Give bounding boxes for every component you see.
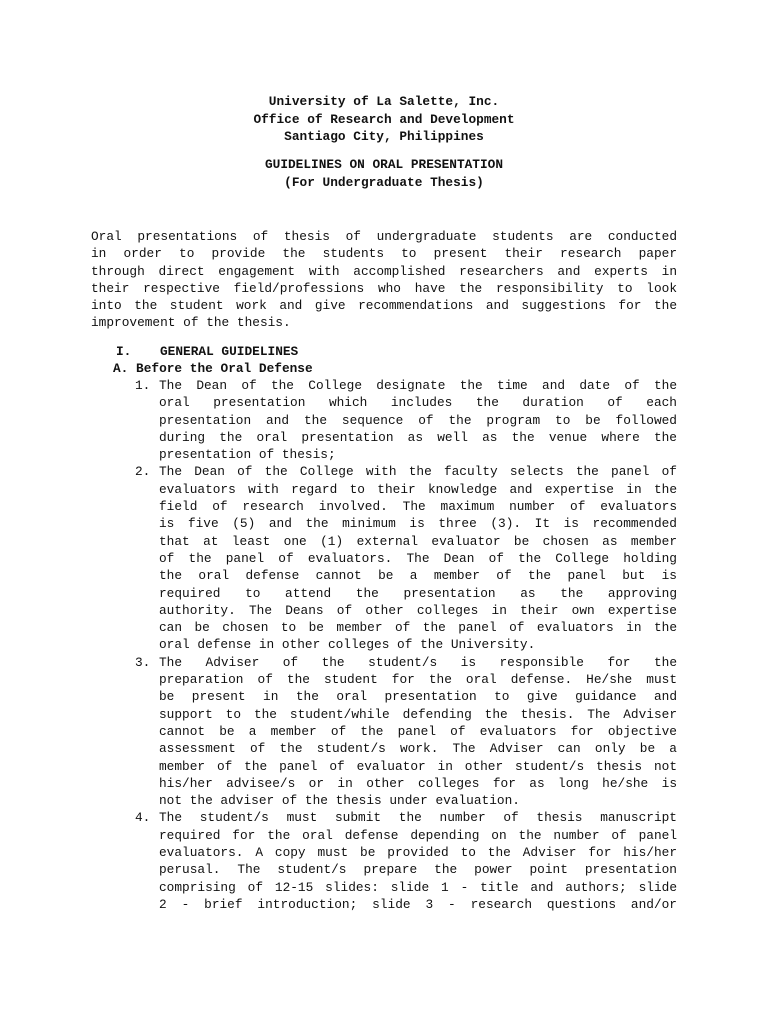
text-line: cannot be a member of the panel of evaluators for objective xyxy=(159,723,677,739)
text-line: his/her advisee/s or in other colleges for as long he/she is xyxy=(159,775,677,791)
item-text xyxy=(159,809,677,913)
text-line: improvement of the thesis. xyxy=(91,315,291,331)
section-title: GENERAL GUIDELINES xyxy=(160,344,299,359)
text-line: that at least one (1) external evaluator be chosen as member xyxy=(159,533,677,549)
text-line: 2 - brief introduction; slide 3 - research questions and/or xyxy=(159,896,677,912)
text-line: the oral defense cannot be a member of the panel but is xyxy=(159,568,677,584)
text-line: required to attend the presentation as the approving xyxy=(159,585,677,601)
text-line: comprising of 12-15 slides: slide 1 - title and authors; slide xyxy=(159,879,677,895)
item-number: 4. xyxy=(135,810,151,826)
text-line: presentation and the sequence of the program to be followed xyxy=(159,412,677,428)
text-line: Oral presentations of thesis of undergraduate students are conducted xyxy=(91,229,677,244)
text-line: authority. The Deans of other colleges in their own expertise xyxy=(159,602,677,618)
text-line: perusal. The student/s prepare the power point presentation xyxy=(159,862,677,878)
text-line: during the oral presentation as well as the venue where the xyxy=(159,429,677,445)
text-line: assessment of the student/s work. The Adviser can only be a xyxy=(159,741,677,757)
text-line: preparation of the student for the oral defense. He/she must xyxy=(159,672,677,688)
text-line: oral defense in other colleges of the University. xyxy=(159,637,536,653)
item-text xyxy=(159,463,677,653)
text-line: can be chosen to be member of the panel of evaluators in the xyxy=(159,620,677,636)
text-line: The student/s must submit the number of thesis manuscript xyxy=(159,810,677,826)
institution-header xyxy=(0,93,768,146)
location: Santiago City, Philippines xyxy=(284,129,484,144)
item-number: 3. xyxy=(135,654,151,670)
text-line: field of research involved. The maximum number of evaluators xyxy=(159,499,677,515)
text-line: evaluators. A copy must be provided to the Adviser for his/her xyxy=(159,845,677,861)
item-text xyxy=(159,377,677,463)
text-line: not the adviser of the thesis under evaluation. xyxy=(159,793,520,809)
guidelines-list xyxy=(135,377,677,913)
subsection-heading: A. Before the Oral Defense xyxy=(113,361,313,376)
text-line: oral presentation which includes the duration of each xyxy=(159,395,677,411)
text-line: is five (5) and the minimum is three (3). It is recommended xyxy=(159,516,677,532)
subtitle-line: (For Undergraduate Thesis) xyxy=(284,174,484,190)
text-line: support to the student/while defending the thesis. The Adviser xyxy=(159,706,677,722)
text-line: of the panel of evaluators. The Dean of the College holding xyxy=(159,550,677,566)
text-line: through direct engagement with accomplished researchers and experts in xyxy=(91,263,677,279)
list-item xyxy=(135,463,677,653)
list-item xyxy=(135,809,677,913)
item-text xyxy=(159,654,677,810)
list-item xyxy=(135,377,677,463)
text-line: presentation of thesis; xyxy=(159,447,336,463)
list-item xyxy=(135,654,677,810)
text-line: in order to provide the students to present their research paper xyxy=(91,246,677,262)
title-line: GUIDELINES ON ORAL PRESENTATION xyxy=(264,157,504,172)
text-line: The Dean of the College designate the time and date of the xyxy=(159,378,677,393)
text-line: their respective field/professions who have the responsibility to look xyxy=(91,280,677,296)
item-number: 1. xyxy=(135,378,151,393)
university-name: University of La Salette, Inc. xyxy=(268,94,500,109)
text-line: The Dean of the College with the faculty selects the panel of xyxy=(159,464,677,480)
text-line: The Adviser of the student/s is responsible for the xyxy=(159,654,677,670)
text-line: into the student work and give recommendations and suggestions for the xyxy=(91,298,677,314)
text-line: member of the panel of evaluator in other student/s thesis not xyxy=(159,758,677,774)
text-line: be present in the oral presentation to give guidance and xyxy=(159,689,677,705)
document-title xyxy=(0,156,768,191)
item-number: 2. xyxy=(135,464,151,480)
office-name: Office of Research and Development xyxy=(253,111,515,127)
text-line: required for the oral defense depending on the number of panel xyxy=(159,827,677,843)
section-heading xyxy=(116,343,298,360)
section-number: I. xyxy=(116,344,132,359)
text-line: evaluators with regard to their knowledge and expertise in the xyxy=(159,481,677,497)
intro-paragraph xyxy=(91,228,677,332)
